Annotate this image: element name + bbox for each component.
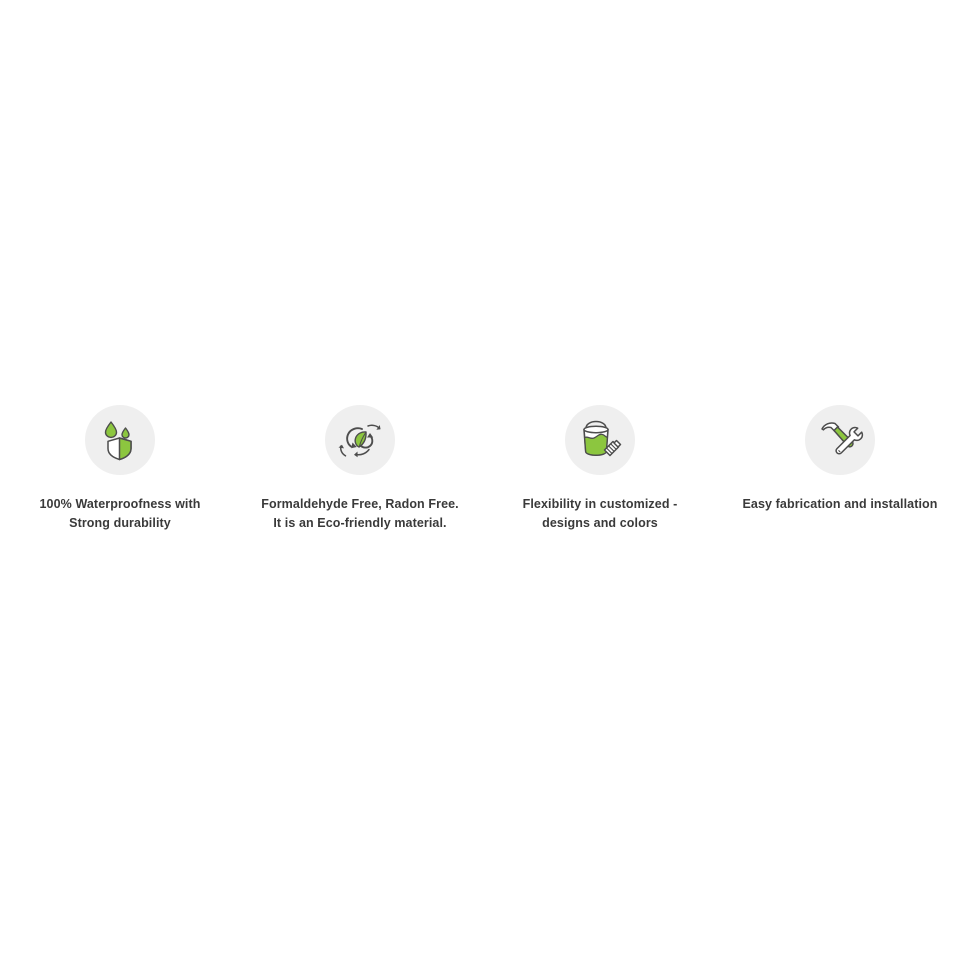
feature-caption-eco-friendly — [248, 495, 473, 534]
caption-line-2: designs and colors — [542, 516, 658, 531]
feature-caption-fabrication — [728, 495, 953, 514]
caption-line-1: Flexibility in customized - — [522, 497, 678, 511]
waterproof-shield-icon — [85, 405, 155, 475]
feature-item-flexibility — [480, 405, 720, 534]
feature-item-fabrication — [720, 405, 960, 514]
caption-line-1: Formaldehyde Free, Radon Free. — [261, 497, 459, 511]
feature-caption-flexibility — [488, 495, 713, 534]
feature-caption-waterproof — [8, 495, 233, 534]
feature-item-waterproof — [0, 405, 240, 534]
caption-line-2: It is an Eco-friendly material. — [273, 516, 447, 531]
caption-line-1: 100% Waterproofness with — [39, 497, 201, 511]
paint-bucket-brush-icon — [565, 405, 635, 475]
caption-line-2: Strong durability — [69, 516, 171, 531]
eco-recycle-leaf-icon — [325, 405, 395, 475]
feature-highlights-strip — [0, 405, 960, 534]
feature-item-eco-friendly — [240, 405, 480, 534]
caption-line-1: Easy fabrication and installation — [742, 497, 938, 511]
hammer-wrench-tools-icon — [805, 405, 875, 475]
